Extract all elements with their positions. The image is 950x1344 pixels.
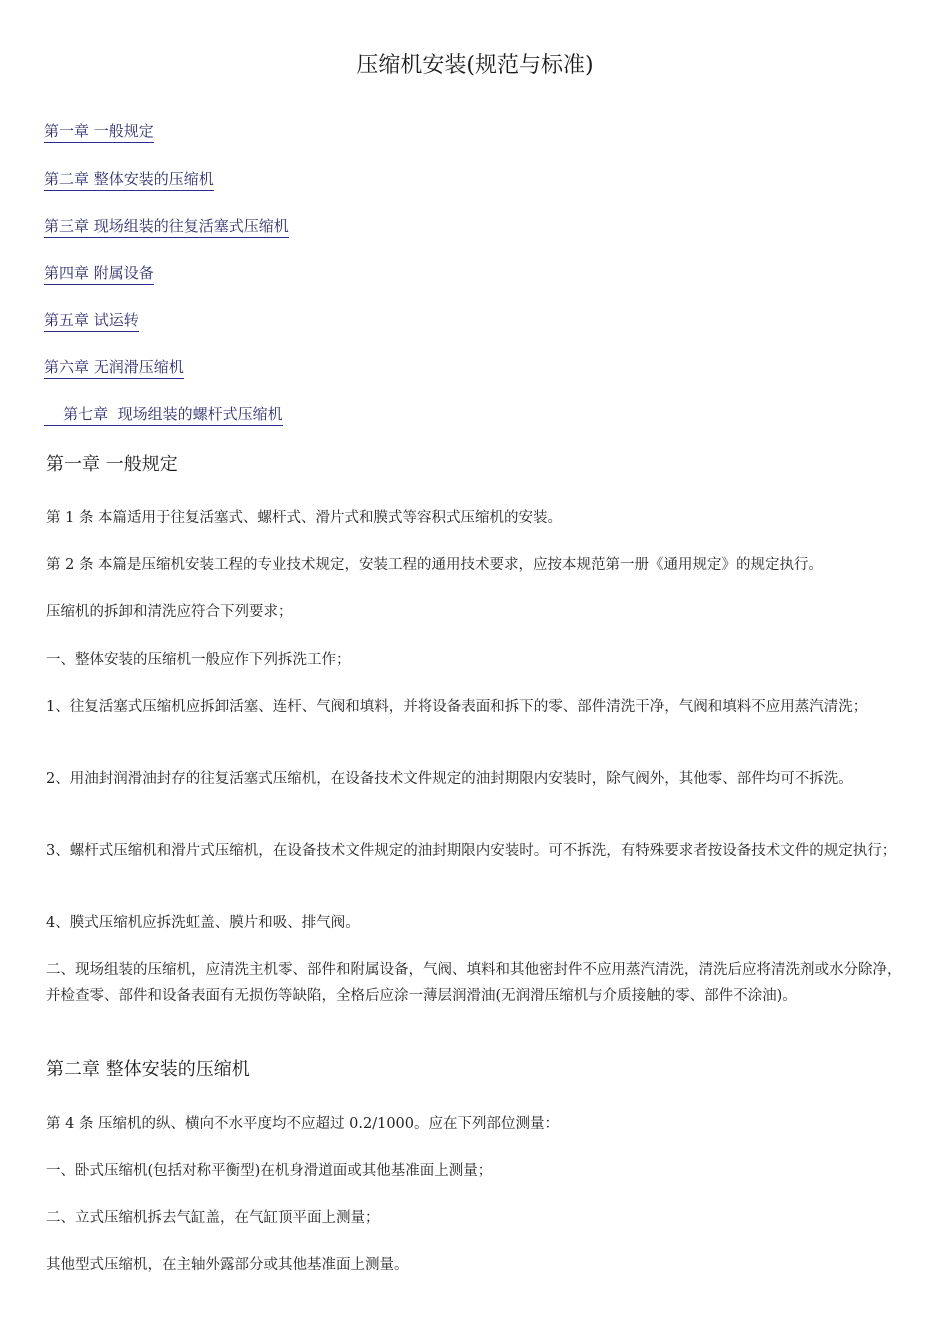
paragraph: 4、膜式压缩机应拆洗虹盖、膜片和吸、排气阀。 bbox=[46, 915, 360, 931]
paragraph: 其他型式压缩机，在主轴外露部分或其他基准面上测量。 bbox=[46, 1257, 409, 1273]
chapter-1-heading: 第一章 一般规定 bbox=[46, 454, 178, 475]
toc-link-chapter-7[interactable]: 第七章 现场组装的螺杆式压缩机 bbox=[44, 404, 283, 426]
paragraph: 1、往复活塞式压缩机应拆卸活塞、连杆、气阀和填料，并将设备表面和拆下的零、部件清洗干净，气阀和填料不应用蒸汽清洗； bbox=[46, 699, 868, 715]
document-title: 压缩机安装(规范与标准) bbox=[356, 53, 594, 78]
toc-link-chapter-3[interactable]: 第三章 现场组装的往复活塞式压缩机 bbox=[44, 216, 289, 238]
paragraph: 二、现场组装的压缩机，应清洗主机零、部件和附属设备，气阀、填料和其他密封件不应用蒸汽清洗，清洗后应将清洗剂或水分除净，并检查零、部件和设备表面有无损伤等缺陷，全格后应涂一薄层润滑油(无润滑压缩机与介质接触的零、部件不涂油)。 bbox=[46, 962, 902, 1004]
toc-link-chapter-6[interactable]: 第六章 无润滑压缩机 bbox=[44, 357, 184, 379]
paragraph: 第 4 条 压缩机的纵、横向不水平度均不应超过 0.2/1000。应在下列部位测量： bbox=[46, 1116, 560, 1132]
toc-link-chapter-1[interactable]: 第一章 一般规定 bbox=[44, 121, 154, 143]
paragraph: 二、立式压缩机拆去气缸盖，在气缸顶平面上测量； bbox=[46, 1210, 380, 1226]
paragraph: 第 1 条 本篇适用于往复活塞式、螺杆式、滑片式和膜式等容积式压缩机的安装。 bbox=[46, 510, 563, 526]
paragraph: 压缩机的拆卸和清洗应符合下列要求； bbox=[46, 604, 293, 620]
paragraph: 2、用油封润滑油封存的往复活塞式压缩机，在设备技术文件规定的油封期限内安装时，除气阀外，其他零、部件均可不拆洗。 bbox=[46, 771, 853, 787]
paragraph: 第 2 条 本篇是压缩机安装工程的专业技术规定，安装工程的通用技术要求，应按本规范第一册《通用规定》的规定执行。 bbox=[46, 557, 824, 573]
toc-link-chapter-2[interactable]: 第二章 整体安装的压缩机 bbox=[44, 169, 214, 191]
toc-link-chapter-5[interactable]: 第五章 试运转 bbox=[44, 310, 139, 332]
paragraph: 一、整体安装的压缩机一般应作下列拆洗工作； bbox=[46, 652, 351, 668]
chapter-2-heading: 第二章 整体安装的压缩机 bbox=[46, 1059, 250, 1080]
paragraph: 3、螺杆式压缩机和滑片式压缩机，在设备技术文件规定的油封期限内安装时。可不拆洗，有特殊要求者按设备技术文件的规定执行； bbox=[46, 843, 897, 859]
paragraph: 一、卧式压缩机(包括对称平衡型)在机身滑道面或其他基准面上测量； bbox=[46, 1163, 493, 1179]
toc-link-chapter-4[interactable]: 第四章 附属设备 bbox=[44, 263, 154, 285]
